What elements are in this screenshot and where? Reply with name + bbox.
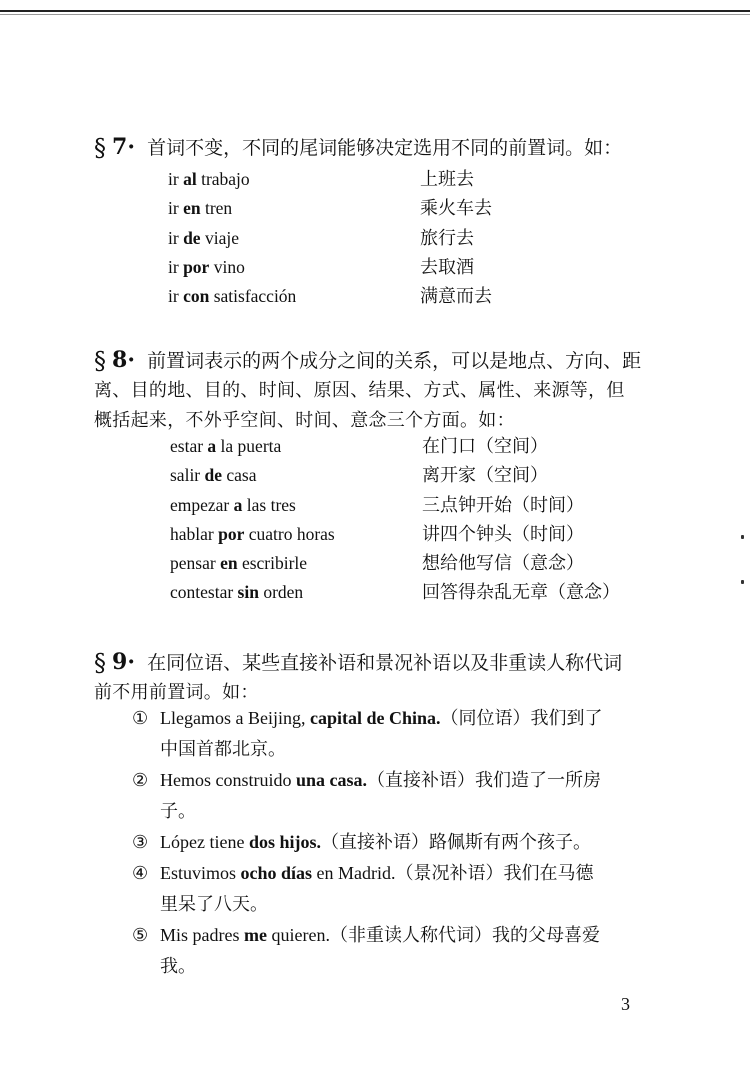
section-symbol: § <box>94 649 106 677</box>
section-8 <box>94 345 674 436</box>
section-9 <box>94 647 674 708</box>
section-symbol: § <box>94 347 106 375</box>
section-text: 首词不变，不同的尾词能够决定选用不同的前置词。如： <box>147 137 623 159</box>
list-item: ④ Estuvimos ocho días en Madrid.（景况补语）我们在马德 里呆了八天。 <box>132 863 594 915</box>
section-text-line: 前不用前置词。如： <box>94 682 259 703</box>
scan-mark <box>741 535 744 539</box>
section-text-line: 概括起来，不外乎空间、时间、意念三个方面。如： <box>94 410 515 431</box>
section-text-line: 离、目的地、目的、时间、原因、结果、方式、属性、来源等，但 <box>94 380 625 401</box>
section-number: 8· <box>112 347 136 373</box>
section-text-line: 前置词表示的两个成分之间的关系，可以是地点、方向、距 <box>147 350 642 372</box>
section-9-examples <box>132 703 672 982</box>
section-text-line: 在同位语、某些直接补语和景况补语以及非重读人称代词 <box>147 652 623 674</box>
section-number: 7· <box>112 134 136 160</box>
page-number: 3 <box>621 994 630 1014</box>
list-item: ⑤ Mis padres me quieren.（非重读人称代词）我的父母喜爱 我。 <box>132 925 600 977</box>
list-item: ③ López tiene dos hijos.（直接补语）路佩斯有两个孩子。 <box>132 832 591 853</box>
list-item: ① Llegamos a Beijing, capital de China.（同位语）我们到了 中国首都北京。 <box>132 708 603 760</box>
list-item: ② Hemos construido una casa.（直接补语）我们造了一所房 子。 <box>132 770 601 822</box>
scan-mark <box>741 580 744 584</box>
top-rule-thin <box>0 14 750 15</box>
top-rule <box>0 10 750 12</box>
section-number: 9· <box>112 649 136 675</box>
section-symbol: § <box>94 134 106 162</box>
section-7 <box>94 132 674 163</box>
